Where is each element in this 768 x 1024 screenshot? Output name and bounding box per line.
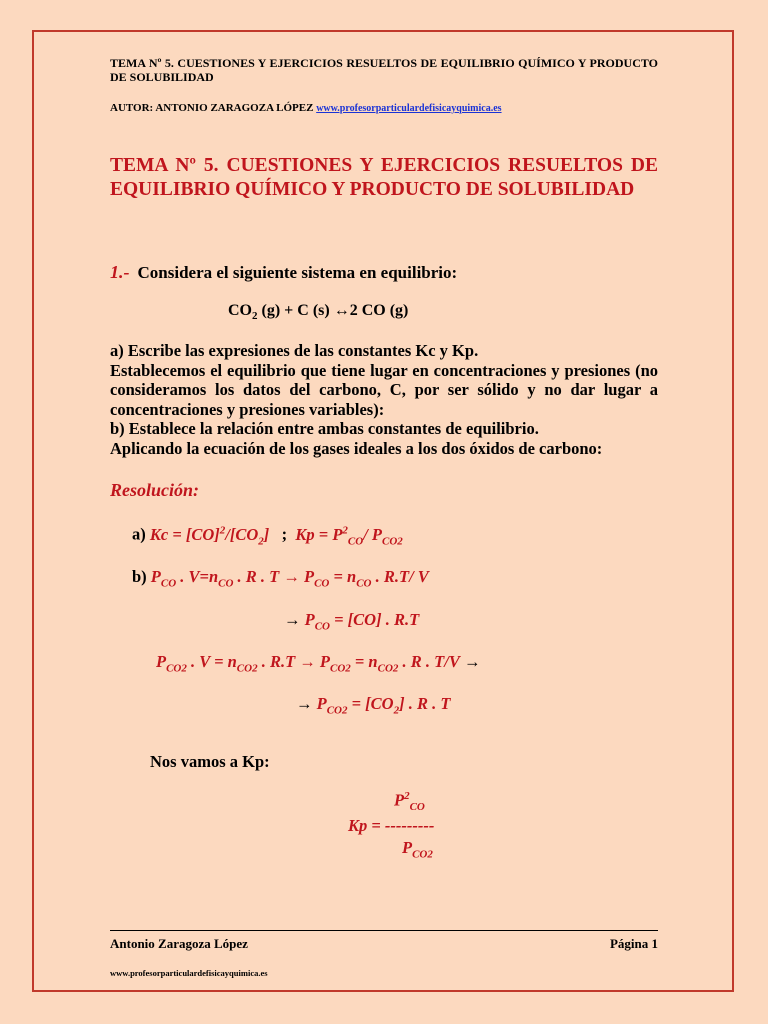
header-author-line — [110, 102, 502, 114]
fraction-line: Kp = --------- — [348, 816, 435, 835]
question-paragraph: a) Escribe las expresiones de las constantes Kc y Kp. Establecemos el equilibrio que tiene lugar en concentraciones y presiones (no consideramos los datos del carbono, C, por ser sólido y no dar lugar a concentraciones y presiones variables): b) Establece la relación entre ambas constantes de equilibrio. Aplicando la ecuación de los gases ideales a los dos óxidos de carbono: — [110, 341, 658, 458]
resolution-label: Resolución: — [110, 480, 200, 500]
equation-b3: $P_{CO2}$ . $V = n_{CO2}$ . $R.T \to P_{CO2} = n_{CO2}$ . R . T/V → — [156, 652, 481, 675]
fraction-numerator: $P^2_{CO}$ — [394, 790, 425, 813]
nos-vamos-text: Nos vamos a Kp: — [150, 752, 270, 771]
header-author: AUTOR: ANTONIO ZARAGOZA LÓPEZ — [110, 102, 314, 114]
question-line — [110, 262, 457, 283]
footer-divider — [110, 930, 658, 931]
fraction-denominator: $P_{CO2}$ — [402, 838, 433, 861]
footer — [110, 936, 658, 952]
header-link[interactable]: www.profesorparticulardefisicayquimica.es — [316, 103, 502, 114]
footer-url[interactable]: www.profesorparticulardefisicayquimica.es — [110, 968, 268, 978]
footer-page: Página 1 — [609, 936, 658, 951]
equation-a: a) $Kc = [CO]^2/[CO_2]$ ; $Kp = P^2_{CO}/$ $P_{CO2}$ — [132, 524, 403, 547]
header-title: TEMA Nº 5. CUESTIONES Y EJERCICIOS RESUELTOS DE EQUILIBRIO QUÍMICO Y PRODUCTO DE SOLUBILIDAD — [110, 56, 658, 84]
equation-b2: → $P_{CO} = [CO]$ . R.T — [284, 610, 420, 633]
page-title: TEMA Nº 5. CUESTIONES Y EJERCICIOS RESUELTOS DE EQUILIBRIO QUÍMICO Y PRODUCTO DE SOLUBILIDAD — [110, 155, 658, 200]
question-text: Considera el siguiente sistema en equilibrio: — [137, 263, 458, 282]
equation-b4: → $P_{CO2} = [CO_2]$ . R . T — [296, 694, 451, 717]
reaction-equation: $CO_2$ (g) + C (s) ↔2 CO (g) — [228, 302, 409, 323]
question-number: 1.- — [110, 262, 130, 282]
footer-author: Antonio Zaragoza López — [110, 936, 248, 951]
equation-b: b) $P_{CO}$ . $V=n_{CO}$ . R . $T \to P_{CO} = n_{CO}$ . R.T/ V — [132, 567, 429, 590]
